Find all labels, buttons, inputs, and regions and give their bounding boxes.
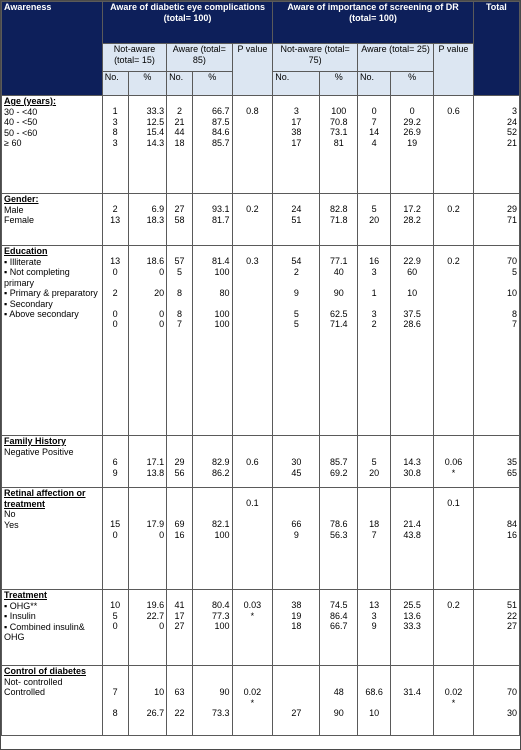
cell-na2-no: 54 2 9 5 5 xyxy=(273,246,320,436)
cell-p2: 0.1 xyxy=(434,488,474,590)
cell-na-pct: 18.6 0 20 0 0 xyxy=(128,246,167,436)
cell-na2-no: 3 17 38 17 xyxy=(273,96,320,194)
row-item: ▪ Primary & preparatory xyxy=(4,288,98,298)
row-item: Not- controlled xyxy=(4,676,63,687)
no-header: No. xyxy=(167,72,193,96)
cell-na-no: 2 13 xyxy=(102,194,128,246)
cell-a2-pct: 22.9 60 10 37.5 28.6 xyxy=(391,246,434,436)
table-row xyxy=(2,590,520,666)
cell-na-pct: 33.3 12.5 15.4 14.3 xyxy=(128,96,167,194)
cell-p1: 0.02 * xyxy=(232,666,273,736)
cell-a-pct: 82.9 86.2 xyxy=(192,436,232,488)
row-item: 50 - <60 xyxy=(4,127,38,138)
row-label-cell xyxy=(2,96,103,194)
cell-a2-no: 0 7 14 4 xyxy=(358,96,391,194)
pct-header: % xyxy=(320,72,358,96)
row-item: ▪ OHG** xyxy=(4,600,38,611)
cell-p2: 0.2 xyxy=(434,590,474,666)
row-label: Age (years): xyxy=(4,96,57,106)
row-item: Male xyxy=(4,204,24,215)
row-label-cell xyxy=(2,194,103,246)
cell-a2-no: 5 20 xyxy=(358,436,391,488)
cell-na2-pct: 100 70.8 73.1 81 xyxy=(320,96,358,194)
corner-header: Awareness xyxy=(2,2,103,96)
cell-a2-pct: 25.5 13.6 33.3 xyxy=(391,590,434,666)
cell-a2-no: 13 3 9 xyxy=(358,590,391,666)
no-header: No. xyxy=(358,72,391,96)
cell-p1: 0.3 xyxy=(232,246,273,436)
cell-total: 3 24 52 21 xyxy=(473,96,519,194)
row-item: ≥ 60 xyxy=(4,138,22,148)
cell-na-no: 7 8 xyxy=(102,666,128,736)
row-label-cell xyxy=(2,590,103,666)
cell-a-no: 41 17 27 xyxy=(167,590,193,666)
row-label: Treatment xyxy=(4,590,48,600)
row-item: 30 - <40 xyxy=(4,106,38,117)
cell-na2-no: 27 xyxy=(273,666,320,736)
cell-na2-pct: 74.5 86.4 66.7 xyxy=(320,590,358,666)
pct-header: % xyxy=(192,72,232,96)
cell-na-no: 1 3 8 3 xyxy=(102,96,128,194)
row-item: ▪ Above secondary xyxy=(4,309,79,319)
table-row xyxy=(2,194,520,246)
cell-a-no: 69 16 xyxy=(167,488,193,590)
p-value-header-1: P value xyxy=(232,44,273,96)
cell-a-pct: 81.4 100 80 100 100 xyxy=(192,246,232,436)
cell-a2-pct: 14.3 30.8 xyxy=(391,436,434,488)
g2-notaware-header: Not-aware (total= 75) xyxy=(273,44,358,72)
cell-a2-no: 18 7 xyxy=(358,488,391,590)
group2-header: Aware of importance of screening of DR (total= 100) xyxy=(273,2,474,44)
cell-na-no: 10 5 0 xyxy=(102,590,128,666)
g1-notaware-header: Not-aware (total= 15) xyxy=(102,44,166,72)
row-item: Yes xyxy=(4,519,19,530)
cell-na-pct: 6.9 18.3 xyxy=(128,194,167,246)
cell-na-no: 15 0 xyxy=(102,488,128,590)
cell-a2-pct: 0 29.2 26.9 19 xyxy=(391,96,434,194)
cell-a-pct: 82.1 100 xyxy=(192,488,232,590)
cell-a-no: 63 22 xyxy=(167,666,193,736)
g2-aware-header: Aware (total= 25) xyxy=(358,44,434,72)
cell-na-pct: 17.1 13.8 xyxy=(128,436,167,488)
cell-na-no: 13 0 2 0 0 xyxy=(102,246,128,436)
cell-a-no: 27 58 xyxy=(167,194,193,246)
cell-p2: 0.6 xyxy=(434,96,474,194)
row-item: 40 - <50 xyxy=(4,117,38,127)
cell-a2-no: 16 3 1 3 2 xyxy=(358,246,391,436)
cell-a-pct: 90 73.3 xyxy=(192,666,232,736)
cell-p1: 0.2 xyxy=(232,194,273,246)
cell-na2-pct: 85.7 69.2 xyxy=(320,436,358,488)
cell-p1: 0.03 * xyxy=(232,590,273,666)
cell-a-pct: 93.1 81.7 xyxy=(192,194,232,246)
cell-a2-pct: 17.2 28.2 xyxy=(391,194,434,246)
group1-header: Aware of diabetic eye complications (total= 100) xyxy=(102,2,272,44)
row-label: Gender: xyxy=(4,194,39,204)
cell-a2-no: 68.6 10 xyxy=(358,666,391,736)
row-item: No xyxy=(4,509,16,519)
cell-na-pct: 10 26.7 xyxy=(128,666,167,736)
row-item: ▪ Illiterate xyxy=(4,256,42,267)
cell-a2-pct: 21.4 43.8 xyxy=(391,488,434,590)
cell-na2-no: 30 45 xyxy=(273,436,320,488)
no-header: No. xyxy=(102,72,128,96)
cell-p2: 0.02 * xyxy=(434,666,474,736)
table-row xyxy=(2,666,520,736)
cell-total: 51 22 27 xyxy=(473,590,519,666)
pct-header: % xyxy=(128,72,167,96)
cell-total: 35 65 xyxy=(473,436,519,488)
row-label-cell xyxy=(2,488,103,590)
row-label: Control of diabetes xyxy=(4,666,87,676)
row-item: ▪ Not completing primary xyxy=(4,267,70,288)
row-item: ▪ Insulin xyxy=(4,611,36,621)
cell-p2: 0.2 xyxy=(434,194,474,246)
cell-total: 70 5 10 8 7 xyxy=(473,246,519,436)
header-row-1 xyxy=(2,2,520,44)
cell-na2-pct: 82.8 71.8 xyxy=(320,194,358,246)
no-header: No. xyxy=(273,72,320,96)
cell-p1: 0.1 xyxy=(232,488,273,590)
cell-p2: 0.06 * xyxy=(434,436,474,488)
cell-na-pct: 19.6 22.7 0 xyxy=(128,590,167,666)
cell-na-no: 6 9 xyxy=(102,436,128,488)
table-row xyxy=(2,488,520,590)
cell-p2: 0.2 xyxy=(434,246,474,436)
cell-a-no: 2 21 44 18 xyxy=(167,96,193,194)
cell-a2-pct: 31.4 xyxy=(391,666,434,736)
cell-total: 29 71 xyxy=(473,194,519,246)
cell-na2-pct: 48 90 xyxy=(320,666,358,736)
row-item: Female xyxy=(4,215,35,225)
total-header: Total xyxy=(473,2,519,96)
cell-a-pct: 66.7 87.5 84.6 85.7 xyxy=(192,96,232,194)
row-label: Family History xyxy=(4,436,67,446)
table-row xyxy=(2,246,520,436)
cell-p1: 0.8 xyxy=(232,96,273,194)
cell-na2-pct: 77.1 40 90 62.5 71.4 xyxy=(320,246,358,436)
cell-na2-no: 24 51 xyxy=(273,194,320,246)
cell-total: 70 30 xyxy=(473,666,519,736)
cell-na2-no: 66 9 xyxy=(273,488,320,590)
row-item: ▪ Combined insulin& OHG xyxy=(4,621,85,642)
cell-total: 84 16 xyxy=(473,488,519,590)
row-label-cell xyxy=(2,246,103,436)
row-label-cell xyxy=(2,666,103,736)
p-value-header-2: P value xyxy=(434,44,474,96)
cell-a-no: 57 5 8 8 7 xyxy=(167,246,193,436)
cell-na2-no: 38 19 18 xyxy=(273,590,320,666)
row-item: ▪ Secondary xyxy=(4,298,53,309)
row-label: Education xyxy=(4,246,48,256)
row-label: Retinal affection or treatment xyxy=(4,488,86,509)
awareness-table xyxy=(1,1,520,736)
row-item: Negative Positive xyxy=(4,446,74,457)
table-row xyxy=(2,436,520,488)
pct-header: % xyxy=(391,72,434,96)
cell-p1: 0.6 xyxy=(232,436,273,488)
table-row xyxy=(2,96,520,194)
cell-a-no: 29 56 xyxy=(167,436,193,488)
row-item: Controlled xyxy=(4,687,46,697)
row-label-cell xyxy=(2,436,103,488)
g1-aware-header: Aware (total= 85) xyxy=(167,44,232,72)
cell-na2-pct: 78.6 56.3 xyxy=(320,488,358,590)
cell-na-pct: 17.9 0 xyxy=(128,488,167,590)
cell-a2-no: 5 20 xyxy=(358,194,391,246)
cell-a-pct: 80.4 77.3 100 xyxy=(192,590,232,666)
